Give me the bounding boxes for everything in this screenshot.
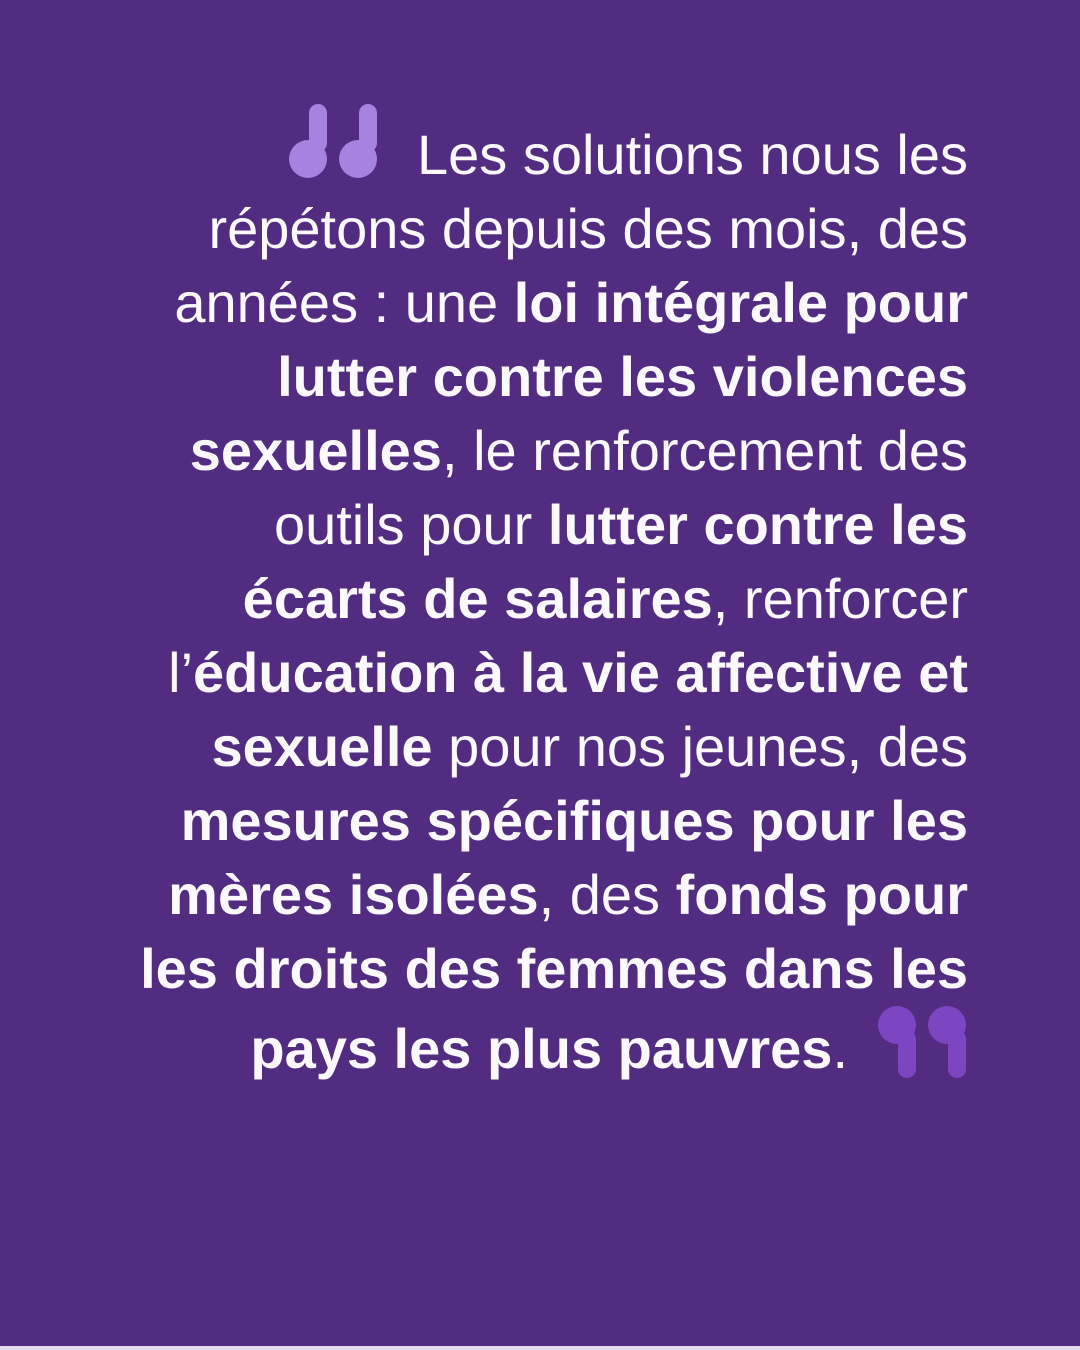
quote-line <box>90 192 968 266</box>
quote-line <box>90 414 968 488</box>
quote-text-segment: sexuelles <box>189 419 442 482</box>
quote-line <box>90 1006 968 1086</box>
quote-text-segment: années : une <box>174 271 514 334</box>
quote-text-segment: éducation à la vie affective et <box>193 641 968 704</box>
quote-text-segment: l’ <box>168 641 194 704</box>
quote-line <box>90 488 968 562</box>
quote-text-segment: , des <box>538 863 676 926</box>
quote-text-segment: Les solutions nous les <box>416 123 968 186</box>
quote-text-segment: mesures spécifiques pour les <box>180 789 968 852</box>
quote-line <box>90 636 968 710</box>
quote-text-segment: pays les plus pauvres <box>250 1017 833 1080</box>
quote-block <box>90 104 968 1086</box>
quote-line <box>90 784 968 858</box>
quote-text-segment: , renforcer <box>712 567 968 630</box>
quote-line <box>90 562 968 636</box>
quote-text-segment: pour nos jeunes, des <box>432 715 968 778</box>
close-quote-icon <box>878 1006 968 1078</box>
quote-text-segment: lutter contre les violences <box>277 345 968 408</box>
quote-text-segment: écarts de salaires <box>242 567 713 630</box>
quote-text-segment: les droits des femmes dans les <box>140 937 968 1000</box>
quote-text-segment: fonds pour <box>675 863 968 926</box>
quote-text-segment: . <box>832 1017 848 1080</box>
quote-text-segment: outils pour <box>273 493 548 556</box>
quote-line <box>90 104 968 192</box>
quote-text-segment: lutter contre les <box>547 493 968 556</box>
bottom-edge-strip <box>0 1346 1080 1350</box>
quote-line <box>90 266 968 340</box>
quote-text-segment: répétons depuis des mois, des <box>208 197 968 260</box>
quote-line <box>90 340 968 414</box>
quote-line <box>90 710 968 784</box>
quote-text-segment: loi intégrale pour <box>513 271 968 334</box>
quote-text-segment: mères isolées <box>168 863 539 926</box>
quote-line <box>90 858 968 932</box>
quote-line <box>90 932 968 1006</box>
quote-text-segment: sexuelle <box>211 715 433 778</box>
open-quote-icon <box>289 104 379 178</box>
quote-text-segment: , le renforcement des <box>441 419 968 482</box>
